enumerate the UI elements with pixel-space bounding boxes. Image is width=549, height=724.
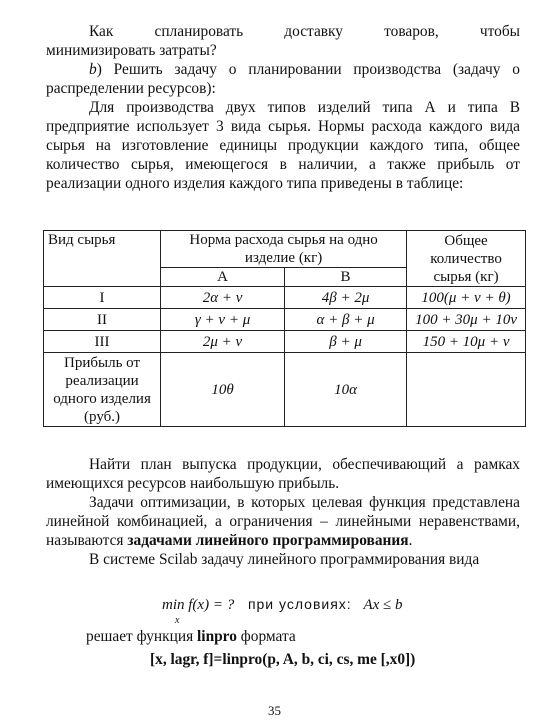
- paragraph-line-1: Как спланировать доставку товаров, чтобы: [89, 23, 520, 40]
- row-a: 2μ + ν: [161, 331, 285, 353]
- task-b-text: ) Решить задачу о планировании производства (задачу о распределении ресурсов):: [46, 61, 520, 97]
- text-top: [46, 22, 520, 193]
- paragraph-scilab: В системе Scilab задачу линейного программирования вида: [89, 551, 480, 568]
- row-b: α + β + μ: [285, 309, 407, 331]
- resource-table: [43, 230, 526, 427]
- solver-line: [86, 627, 296, 646]
- definition-end: .: [408, 532, 413, 549]
- formula-inequality: Ax ≤ b: [363, 597, 403, 613]
- paragraph-description: Для производства двух типов изделий типа А и типа В предприятие использует 3 вида сырья. Нормы расхода каждого вида сырья на изготовление единицы продукции каждого типа, общее количество сырья, имеющегося в наличии, а также прибыль от реализации одного изделия каждого типа приведены в таблице:: [46, 99, 520, 192]
- row-total: 150 + 10μ + ν: [407, 331, 526, 353]
- header-type: Вид сырья: [44, 231, 161, 287]
- paragraph-line-2: минимизировать затраты?: [46, 42, 217, 59]
- profit-a: 10θ: [161, 353, 285, 427]
- header-norm: Норма расхода сырья на одно изделие (кг): [161, 231, 407, 268]
- definition-text: Задачи оптимизации, в которых целевая функция представлена линейной комбинацией, а ограничения – линейными неравенствами, называются: [46, 494, 520, 549]
- row-total: 100(μ + ν + θ): [407, 287, 526, 309]
- formula-min: min f(x) = ?: [162, 597, 235, 613]
- row-type: III: [44, 331, 161, 353]
- profit-label: Прибыль от реализации одного изделия (руб.): [44, 353, 161, 427]
- task-letter: b: [89, 61, 97, 78]
- profit-b: 10α: [285, 353, 407, 427]
- row-a: γ + ν + μ: [161, 309, 285, 331]
- row-type: I: [44, 287, 161, 309]
- solver-name: linpro: [197, 628, 237, 645]
- formula-subscript: x: [175, 615, 180, 626]
- formula: [162, 595, 403, 626]
- row-b: β + μ: [285, 331, 407, 353]
- page-number: 35: [268, 703, 281, 718]
- text-bottom: [46, 455, 520, 569]
- solver-post: формата: [236, 628, 296, 645]
- header-total: Общее количество сырья (кг): [407, 231, 526, 287]
- solver-pre: решает функция: [86, 628, 198, 645]
- function-syntax: [x, lagr, f]=linpro(p, A, b, ci, cs, me [,x0]): [150, 651, 416, 668]
- paragraph-goal: Найти план выпуска продукции, обеспечивающий а рамках имеющихся ресурсов наибольшую прибыль.: [46, 456, 520, 492]
- paragraph-task-b: [46, 60, 520, 98]
- formula-condition: при условиях:: [247, 596, 352, 612]
- row-total: 100 + 30μ + 10ν: [407, 309, 526, 331]
- row-type: II: [44, 309, 161, 331]
- header-b: В: [285, 268, 407, 287]
- paragraph-definition: [46, 493, 520, 550]
- profit-total: [407, 353, 526, 427]
- term-linear-programming: задачами линейного программирования: [127, 532, 409, 549]
- row-a: 2α + ν: [161, 287, 285, 309]
- header-a: А: [161, 268, 285, 287]
- row-b: 4β + 2μ: [285, 287, 407, 309]
